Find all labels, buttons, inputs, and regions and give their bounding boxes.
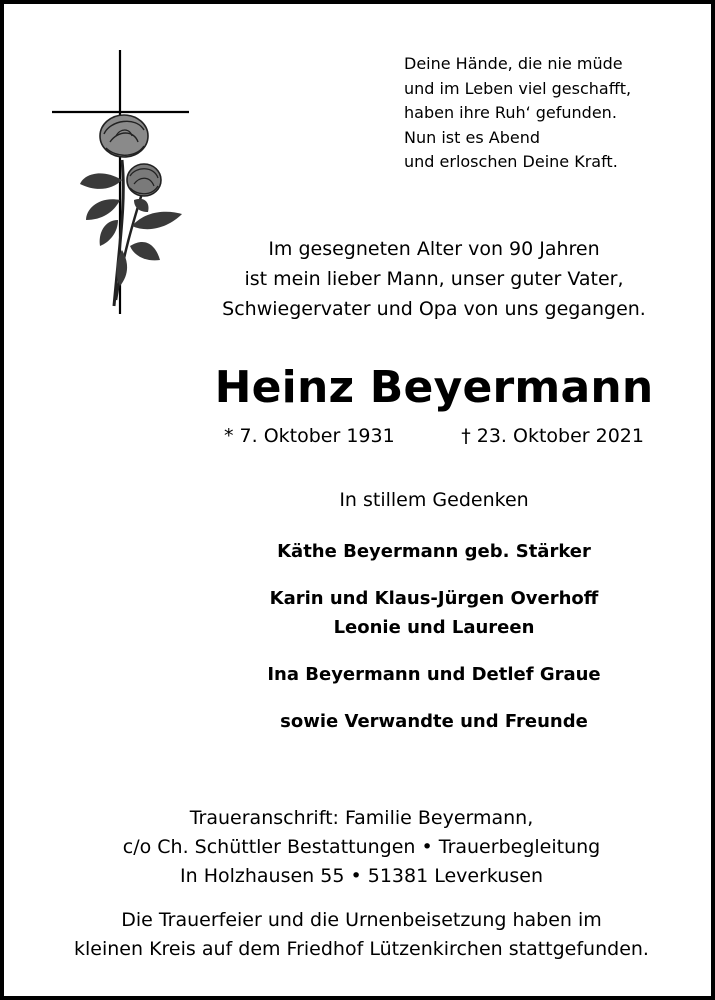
ceremony-note	[4, 906, 715, 964]
mourning-address	[4, 804, 715, 891]
announcement-line: ist mein lieber Mann, unser guter Vater,	[244, 268, 624, 290]
address-line: c/o Ch. Schüttler Bestattungen • Trauerbegleitung	[122, 836, 601, 858]
mourner-line: Leonie und Laureen	[333, 617, 535, 638]
mourner-group	[204, 707, 664, 736]
poem-line: Deine Hände, die nie müde	[404, 54, 623, 73]
mourner-group	[204, 660, 664, 689]
address-line: Traueranschrift: Familie Beyermann,	[189, 807, 534, 829]
mourner-line: Ina Beyermann und Detlef Graue	[267, 664, 601, 685]
mourner-line: Karin und Klaus-Jürgen Overhoff	[269, 588, 599, 609]
announcement-line: Im gesegneten Alter von 90 Jahren	[268, 238, 600, 260]
birth-date: * 7. Oktober 1931	[224, 425, 395, 447]
death-date: † 23. Oktober 2021	[461, 425, 644, 447]
memory-heading: In stillem Gedenken	[339, 489, 529, 511]
cross-with-roses-icon	[50, 50, 195, 316]
announcement-line: Schwiegervater und Opa von uns gegangen.	[222, 298, 646, 320]
poem-line: haben ihre Ruh‘ gefunden.	[404, 103, 617, 122]
mourner-group	[204, 584, 664, 642]
poem	[404, 52, 631, 175]
mourner-line: Käthe Beyermann geb. Stärker	[277, 541, 591, 562]
address-line: In Holzhausen 55 • 51381 Leverkusen	[180, 865, 543, 887]
ceremony-line: kleinen Kreis auf dem Friedhof Lützenkirchen stattgefunden.	[74, 938, 649, 960]
mourner-group	[204, 537, 664, 566]
poem-line: Nun ist es Abend	[404, 127, 540, 147]
ceremony-line: Die Trauerfeier und die Urnenbeisetzung haben im	[121, 909, 602, 931]
mourner-line: sowie Verwandte und Freunde	[280, 711, 588, 732]
poem-line: und erloschen Deine Kraft.	[404, 152, 618, 171]
deceased-name: Heinz Beyermann	[214, 362, 654, 413]
poem-line: und im Leben viel geschafft,	[404, 78, 632, 98]
mourners-list	[204, 537, 664, 754]
announcement	[204, 234, 664, 324]
